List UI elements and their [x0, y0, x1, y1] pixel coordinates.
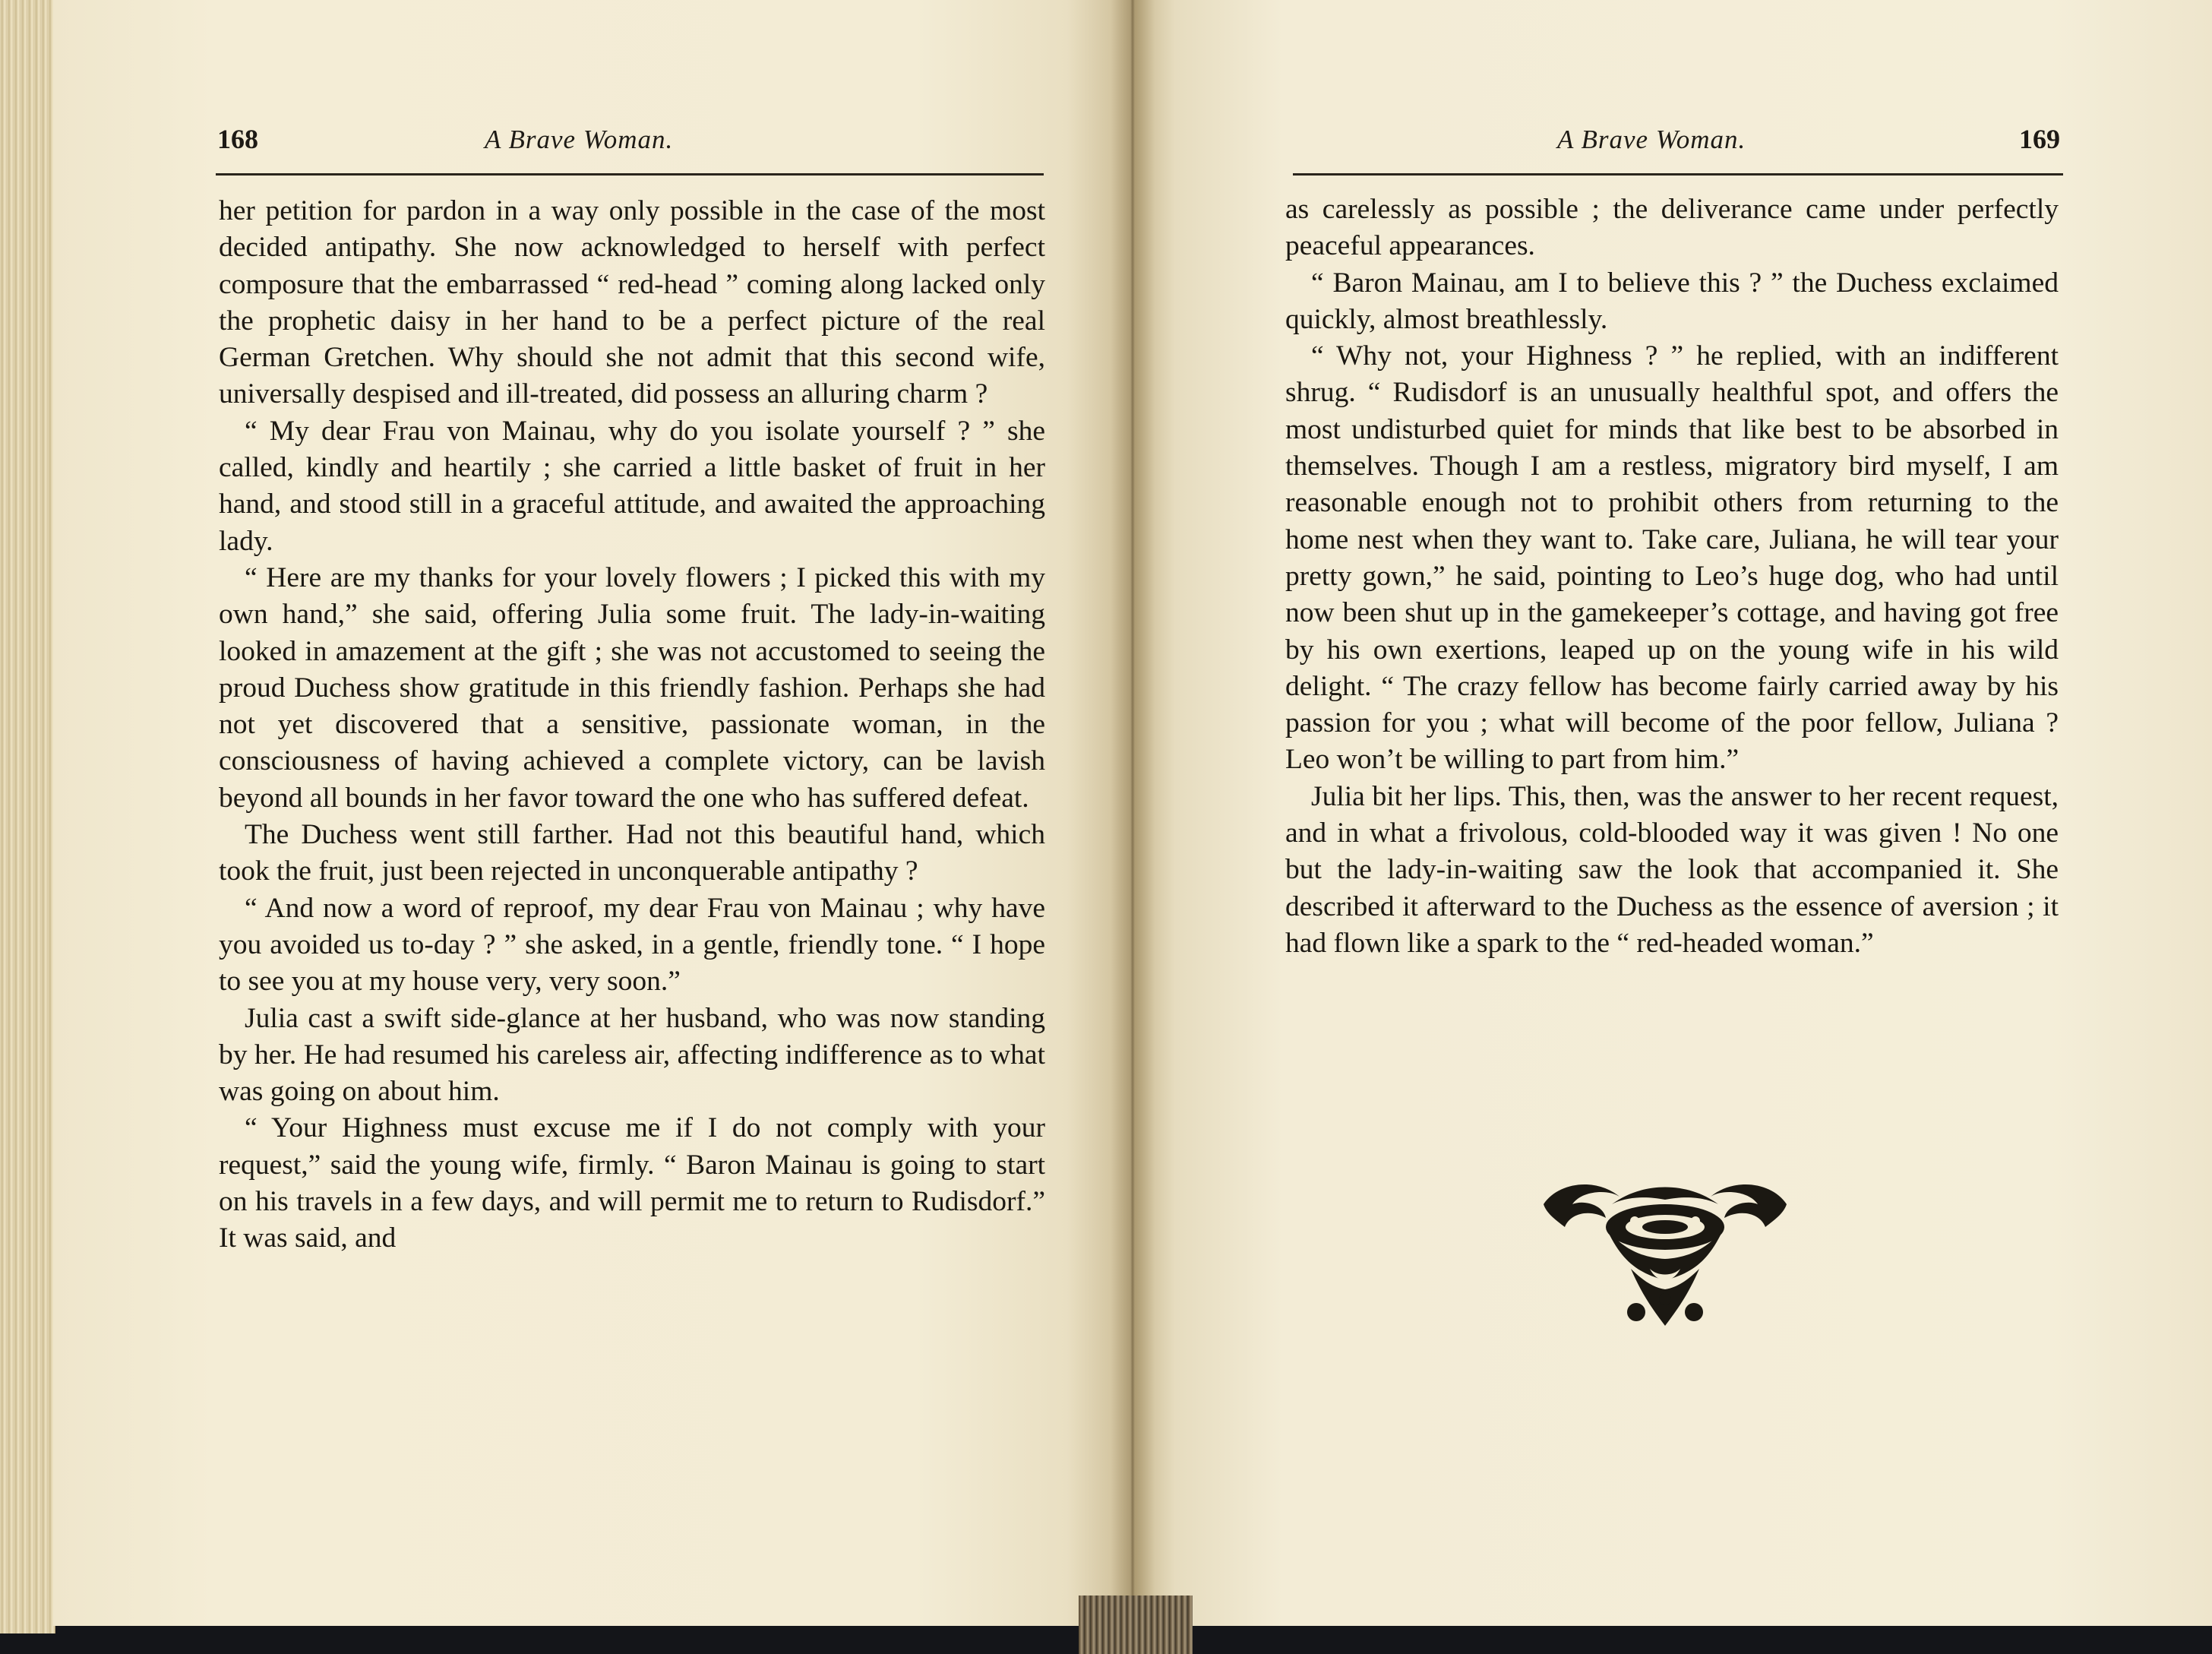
left-page-number: 168	[217, 124, 258, 154]
left-page	[53, 0, 1132, 1626]
left-page-text	[219, 193, 1045, 1257]
right-page-header	[1132, 123, 2212, 169]
left-running-head: A Brave Woman.	[485, 125, 674, 154]
paragraph: The Duchess went still farther. Had not this beautiful hand, which took the fruit, just been rejected in unconquerable antipathy ?	[219, 819, 1045, 887]
paragraph: as carelessly as possible ; the deliverance came under perfectly peaceful appearances.	[1285, 194, 2059, 262]
paragraph: “ My dear Frau von Mainau, why do you isolate yourself ? ” she called, kindly and heartily ; she carried a little basket of fruit in her hand, and stood still in a graceful attitude, and awaited the approaching lady.	[219, 415, 1045, 557]
right-page-number: 169	[2019, 124, 2060, 154]
paragraph: “ And now a word of reproof, my dear Frau von Mainau ; why have you avoided us to-day ? ” she asked, in a gentle, friendly tone. “ I hope to see you at my house very, very soon.”	[219, 892, 1045, 998]
tailpiece-ornament-icon	[1536, 1174, 1794, 1333]
paragraph: “ Baron Mainau, am I to believe this ? ” the Duchess exclaimed quickly, almost breathlessly.	[1285, 267, 2059, 335]
book-gutter	[1111, 0, 1155, 1626]
paragraph: “ Your Highness must excuse me if I do not comply with your request,” said the young wife, firmly. “ Baron Mainau is going to start on his travels in a few days, and will permit me to return to Rudisdorf.” It was said, and	[219, 1112, 1045, 1254]
paragraph: “ Why not, your Highness ? ” he replied, with an indifferent shrug. “ Rudisdorf is an unusually healthful spot, and offers the most undisturbed quiet for minds that like best to be absorbed in themselves. Though I am a restless, migratory bird myself, I am reasonable enough not to prohibit others from returning to the home nest when they want to. Take care, Juliana, he will tear your pretty gown,” he said, pointing to Leo’s huge dog, who had until now been shut up in the gamekeeper’s cottage, and having got free by his own exertions, leaped up on the young wife in his wild delight. “ The crazy fellow has become fairly carried away by his passion for you ; what will become of the poor fellow, Juliana ? Leo won’t be willing to part from him.”	[1285, 340, 2059, 776]
paragraph: Julia cast a swift side-glance at her husband, who was now standing by her. He had resumed his careless air, affecting indifference as to what was going on about him.	[219, 1002, 1045, 1108]
paragraph: “ Here are my thanks for your lovely flowers ; I picked this with my own hand,” she said, offering Julia some fruit. The lady-in-waiting looked in amazement at the gift ; she was not accustomed to seeing the proud Duchess show gratitude in this friendly fashion. Perhaps she had not yet discovered that a sensitive, passionate woman, in the consciousness of having achieved a complete victory, can be lavish beyond all bounds in her favor toward the one who has suffered defeat.	[219, 561, 1045, 814]
right-running-head: A Brave Woman.	[1557, 125, 1746, 154]
right-page-text	[1285, 191, 2059, 962]
right-page	[1132, 0, 2212, 1626]
left-header-rule	[216, 173, 1044, 176]
paragraph: Julia bit her lips. This, then, was the answer to her recent request, and in what a frivolous, cold-blooded way it was given ! No one but the lady-in-waiting saw the look that accompanied it. She described it afterward to the Duchess as the essence of aversion ; it had flown like a spark to the “ red-headed woman.”	[1285, 780, 2059, 959]
spine-binding	[1079, 1595, 1193, 1654]
right-header-rule	[1293, 173, 2063, 176]
page-fore-edge	[0, 0, 55, 1633]
left-page-header	[53, 123, 1132, 169]
paragraph: her petition for pardon in a way only possible in the case of the most decided antipathy. She now acknowledged to herself with perfect composure that the embarrassed “ red-head ” coming along lacked only the prophetic daisy in her hand to be a perfect picture of the real German Gretchen. Why should she not admit that this second wife, universally despised and ill-treated, did possess an alluring charm ?	[219, 195, 1045, 410]
